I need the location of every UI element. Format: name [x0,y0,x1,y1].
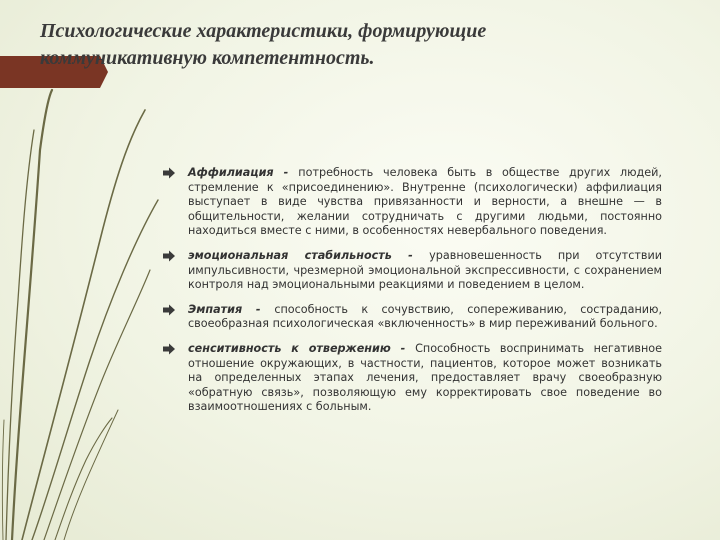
item-text [188,166,662,239]
item-term: сенситивность к отвержению - [188,341,416,355]
grass-stroke [2,420,4,540]
item-term: эмоциональная стабильность - [188,248,430,262]
item-description: способность к сочувствию, сопереживанию, состраданию, своеобразная психологическая «включенность» в мир переживаний больного. [188,302,662,331]
list-item [162,342,662,415]
slide-title-line: коммуникативную компетентность. [40,47,375,69]
item-term: Аффилиация - [188,166,299,179]
arrow-right-icon [162,250,176,262]
item-text [188,342,662,415]
arrow-right-icon [162,304,176,316]
item-text [188,303,662,332]
grass-stroke [12,90,52,540]
list-item [162,249,662,293]
grass-stroke [64,410,118,540]
characteristics-list [162,166,662,425]
item-text [188,249,662,293]
item-description: Способность воспринимать негативное отношение окружающих, в частности, пациентов, которое может возникать на определенных этапах лечения, предоставляет врачу своеобразную «обратную связь», позволяющую ему корректировать свое поведение во взаимоотношениях с больным. [188,341,662,414]
arrow-right-icon [162,167,176,179]
grass-stroke [55,418,112,540]
grass-stroke [22,110,145,540]
grass-stroke [32,200,158,540]
grass-stroke [44,270,150,540]
item-description: потребность человека быть в обществе других людей, стремление к «присоединению». Внутренне (психологически) аффилиация выступает в виде чувства привязанности и верности, а внешне — в общительности, желании сотрудничать с другими людьми, постоянно находиться вместе с ними, в особенностях невербального поведения. [188,166,662,238]
list-item [162,303,662,332]
list-item [162,166,662,239]
arrow-right-icon [162,343,176,355]
item-description: уравновешенность при отсутствии импульсивности, чрезмерной эмоциональной экспрессивности, с сохранением контроля над эмоциональными реакциями и поведением в целом. [188,248,662,292]
slide-title [40,18,640,72]
slide-title-line: Психологические характеристики, формирующие [40,20,487,42]
item-term: Эмпатия - [188,302,275,316]
grass-stroke [6,130,34,540]
